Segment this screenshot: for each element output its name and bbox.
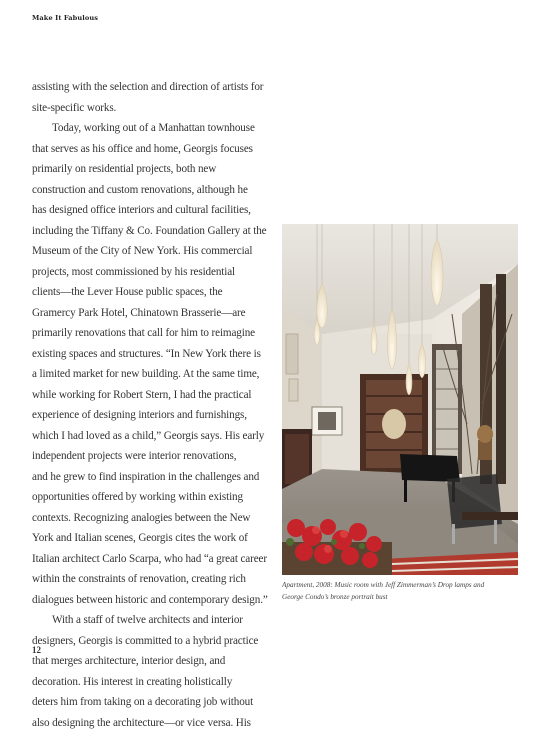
body-text-line: opportunities offered by working within existing [32, 487, 278, 508]
running-head: Make It Fabulous [32, 14, 98, 22]
body-text-line: experience of designing interiors and furnishings, [32, 405, 278, 426]
body-text-line: deters him from taking on a decorating job without [32, 692, 278, 713]
body-text-line: assisting with the selection and direction of artists for [32, 77, 278, 98]
body-text-line: contexts. Recognizing analogies between the New [32, 508, 278, 529]
body-text-line: designers, Georgis is committed to a hybrid practice [32, 631, 278, 652]
body-text-line: while working for Robert Stern, I had the practical [32, 385, 278, 406]
photo-caption [282, 579, 518, 603]
body-text-line: site-specific works. [32, 98, 278, 119]
body-text-line: existing spaces and structures. “In New York there is [32, 344, 278, 365]
body-text-line: decoration. His interest in creating holistically [32, 672, 278, 693]
music-room-photo [282, 224, 518, 575]
body-text-line: within the constraints of renovation, creating rich [32, 569, 278, 590]
body-text-line: that merges architecture, interior design, and [32, 651, 278, 672]
body-text-line: dialogues between historic and contemporary design.” [32, 590, 278, 611]
body-text-line: has designed office interiors and cultural facilities, [32, 200, 278, 221]
body-text-line: projects, most commissioned by his residential [32, 262, 278, 283]
body-text-line: clients—the Lever House public spaces, the [32, 282, 278, 303]
body-text-line: which I had loved as a child,” Georgis says. His early [32, 426, 278, 447]
body-text-line: Today, working out of a Manhattan townhouse [32, 118, 278, 139]
caption-line: Apartment, 2008: Music room with Jeff Zimmerman’s Drop lamps and [282, 579, 518, 591]
body-text-line: primarily on residential projects, both new [32, 159, 278, 180]
body-text-line: primarily renovations that call for him to reimagine [32, 323, 278, 344]
caption-line: George Condo’s bronze portrait bust [282, 591, 518, 603]
body-text-line: and he grew to find inspiration in the challenges and [32, 467, 278, 488]
body-text-line: Italian architect Carlo Scarpa, who had “a great career [32, 549, 278, 570]
body-text-line: Gramercy Park Hotel, Chinatown Brasserie—are [32, 303, 278, 324]
body-text-line: that serves as his office and home, Georgis focuses [32, 139, 278, 160]
body-text-line: Museum of the City of New York. His commercial [32, 241, 278, 262]
body-text-column [32, 77, 278, 733]
body-text-line: a limited market for new building. At the same time, [32, 364, 278, 385]
body-text-line: independent projects were interior renovations, [32, 446, 278, 467]
body-text-line: construction and custom renovations, although he [32, 180, 278, 201]
body-text-line: also designing the architecture—or vice versa. His [32, 713, 278, 733]
body-text-line: including the Tiffany & Co. Foundation Gallery at the [32, 221, 278, 242]
body-text-line: With a staff of twelve architects and interior [32, 610, 278, 631]
page-number: 12 [32, 645, 41, 655]
body-text-line: York and Italian scenes, Georgis cites the work of [32, 528, 278, 549]
